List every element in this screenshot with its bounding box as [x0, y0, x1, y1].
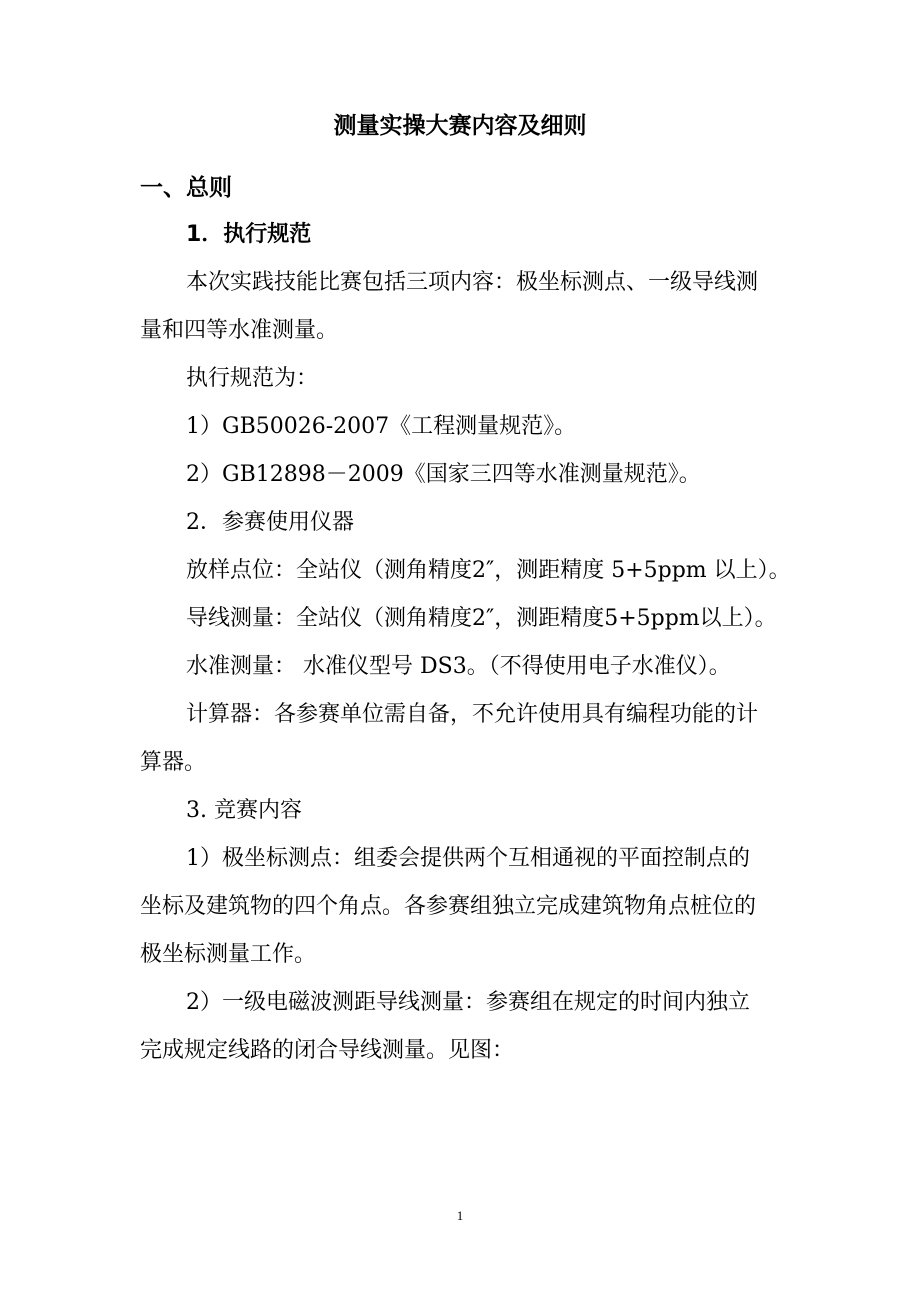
- content-item-1-line-2: 坐标及建筑物的四个角点。各参赛组独立完成建筑物角点桩位的: [140, 894, 757, 919]
- content-item-1-line-1: 1）极坐标测点：组委会提供两个互相通视的平面控制点的: [186, 846, 750, 871]
- calculator-line-2: 算器。: [140, 750, 207, 775]
- section-heading-general: 一、总则: [140, 175, 232, 201]
- instrument-leveling: 水准测量： 水准仪型号 DS3。（不得使用电子水准仪）。: [186, 654, 731, 679]
- norms-intro: 执行规范为：: [186, 366, 319, 391]
- page-number: 1: [456, 1208, 464, 1223]
- subheading-norms: 1．执行规范: [186, 222, 312, 247]
- paragraph-intro-line-1: 本次实践技能比赛包括三项内容：极坐标测点、一级导线测: [186, 270, 759, 295]
- norm-item-1: 1）GB50026-2007《工程测量规范》。: [186, 414, 577, 439]
- subheading-instruments: 2．参赛使用仪器: [186, 510, 354, 535]
- calculator-line-1: 计算器：各参赛单位需自备，不允许使用具有编程功能的计: [186, 702, 759, 727]
- instrument-stakeout: 放样点位：全站仪（测角精度2″，测距精度 5+5ppm 以上）。: [186, 558, 791, 583]
- content-item-2-line-2: 完成规定线路的闭合导线测量。见图：: [140, 1038, 515, 1063]
- subheading-content: 3. 竞赛内容: [186, 798, 302, 823]
- document-title: 测量实操大赛内容及细则: [333, 113, 587, 139]
- content-item-1-line-3: 极坐标测量工作。: [140, 942, 317, 967]
- norm-item-2: 2）GB12898－2009《国家三四等水准测量规范》。: [186, 462, 701, 487]
- content-item-2-line-1: 2）一级电磁波测距导线测量：参赛组在规定的时间内独立: [186, 990, 750, 1015]
- paragraph-intro-line-2: 量和四等水准测量。: [140, 318, 339, 343]
- instrument-traverse: 导线测量：全站仪（测角精度2″，测距精度5+5ppm以上）。: [186, 606, 777, 631]
